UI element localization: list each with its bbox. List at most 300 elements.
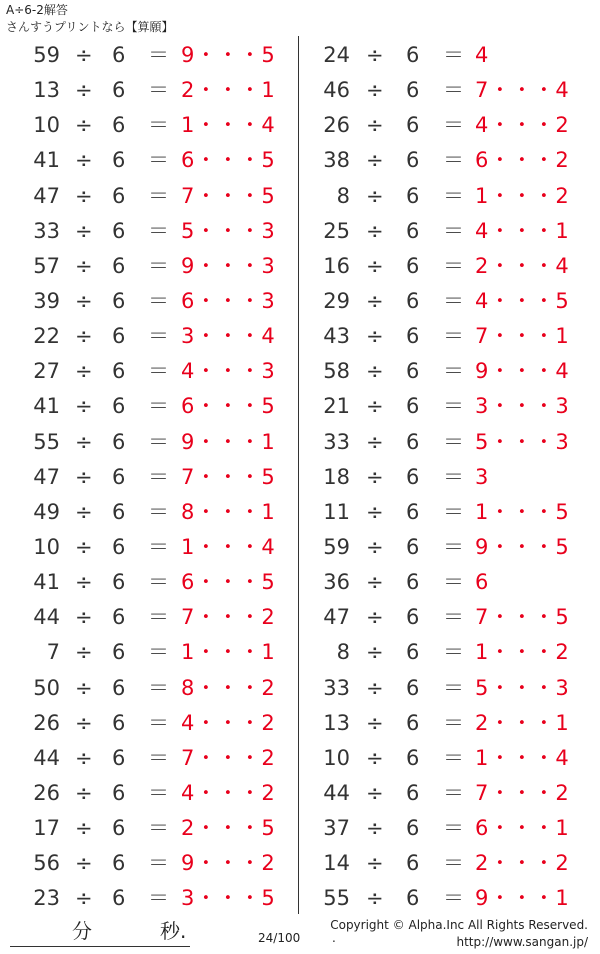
equals-sign: ＝ [148, 745, 169, 770]
problem-row [0, 881, 300, 916]
dividend: 8 [336, 640, 350, 665]
divisor: 6 [406, 43, 420, 67]
dividend: 27 [33, 359, 60, 384]
problem-row [300, 635, 600, 670]
divide-sign: ÷ [366, 851, 384, 876]
answer: 7・・・5 [181, 464, 276, 489]
answer: 9・・・5 [181, 43, 276, 67]
dividend: 16 [323, 253, 350, 278]
equals-sign: ＝ [443, 710, 464, 735]
problem-row [300, 811, 600, 846]
divide-sign: ÷ [366, 499, 384, 524]
equals-sign: ＝ [443, 148, 464, 173]
divide-sign: ÷ [366, 394, 384, 419]
divide-sign: ÷ [366, 886, 384, 911]
divisor: 6 [112, 745, 126, 770]
divide-sign: ÷ [75, 640, 93, 665]
divisor: 6 [112, 675, 126, 700]
divide-sign: ÷ [75, 710, 93, 735]
answer: 5・・・3 [475, 675, 570, 700]
equals-sign: ＝ [148, 253, 169, 278]
problem-row [0, 38, 300, 73]
dividend: 10 [33, 113, 60, 138]
answer: 2・・・1 [475, 710, 570, 735]
dividend: 13 [323, 710, 350, 735]
divisor: 6 [406, 253, 420, 278]
dividend: 29 [323, 288, 350, 313]
divide-sign: ÷ [75, 745, 93, 770]
divisor: 6 [406, 570, 420, 595]
answer: 9・・・4 [475, 359, 570, 384]
equals-sign: ＝ [443, 288, 464, 313]
divide-sign: ÷ [75, 324, 93, 349]
divide-sign: ÷ [366, 359, 384, 384]
answer: 4・・・1 [475, 218, 570, 243]
equals-sign: ＝ [443, 359, 464, 384]
divide-sign: ÷ [75, 43, 93, 67]
divide-sign: ÷ [75, 359, 93, 384]
equals-sign: ＝ [148, 816, 169, 841]
divisor: 6 [406, 816, 420, 841]
problem-row [0, 354, 300, 389]
equals-sign: ＝ [148, 324, 169, 349]
equals-sign: ＝ [148, 886, 169, 911]
dividend: 41 [33, 148, 60, 173]
divide-sign: ÷ [75, 851, 93, 876]
divide-sign: ÷ [75, 288, 93, 313]
worksheet-header [6, 2, 174, 36]
divisor: 6 [406, 429, 420, 454]
divide-sign: ÷ [366, 183, 384, 208]
divide-sign: ÷ [366, 464, 384, 489]
equals-sign: ＝ [148, 359, 169, 384]
problem-row [300, 179, 600, 214]
dividend: 44 [33, 745, 60, 770]
divisor: 6 [406, 288, 420, 313]
divisor: 6 [112, 288, 126, 313]
dividend: 23 [33, 886, 60, 911]
equals-sign: ＝ [443, 886, 464, 911]
dividend: 24 [323, 43, 350, 67]
divide-sign: ÷ [366, 218, 384, 243]
dividend: 7 [46, 640, 60, 665]
answer: 1・・・4 [475, 745, 570, 770]
problem-row [0, 811, 300, 846]
equals-sign: ＝ [148, 605, 169, 630]
divide-sign: ÷ [366, 288, 384, 313]
equals-sign: ＝ [148, 570, 169, 595]
problem-row [0, 389, 300, 424]
equals-sign: ＝ [443, 253, 464, 278]
answer: 2・・・1 [181, 78, 276, 103]
divisor: 6 [112, 359, 126, 384]
equals-sign: ＝ [443, 113, 464, 138]
equals-sign: ＝ [443, 534, 464, 559]
equals-sign: ＝ [443, 605, 464, 630]
equals-sign: ＝ [148, 394, 169, 419]
dividend: 38 [323, 148, 350, 173]
divide-sign: ÷ [75, 183, 93, 208]
divide-sign: ÷ [366, 429, 384, 454]
dividend: 39 [33, 288, 60, 313]
problem-row [300, 354, 600, 389]
answer: 6・・・2 [475, 148, 570, 173]
divisor: 6 [112, 710, 126, 735]
problem-row [300, 108, 600, 143]
problem-row [0, 776, 300, 811]
answer: 3 [475, 464, 490, 489]
divide-sign: ÷ [75, 570, 93, 595]
equals-sign: ＝ [443, 675, 464, 700]
dividend: 26 [33, 710, 60, 735]
divisor: 6 [112, 429, 126, 454]
divisor: 6 [406, 605, 420, 630]
problem-row [0, 600, 300, 635]
divisor: 6 [406, 394, 420, 419]
problem-row [300, 565, 600, 600]
dividend: 17 [33, 816, 60, 841]
divide-sign: ÷ [366, 570, 384, 595]
equals-sign: ＝ [443, 816, 464, 841]
divisor: 6 [406, 183, 420, 208]
divide-sign: ÷ [366, 113, 384, 138]
answer: 4 [475, 43, 490, 67]
answer: 4・・・2 [181, 710, 276, 735]
divide-sign: ÷ [366, 148, 384, 173]
problem-row [300, 38, 600, 73]
dividend: 49 [33, 499, 60, 524]
problem-row [0, 495, 300, 530]
site-url: http://www.sangan.jp/ [456, 935, 588, 949]
dividend: 47 [33, 464, 60, 489]
problem-row [300, 881, 600, 916]
problem-row [300, 284, 600, 319]
answer: 2・・・2 [475, 851, 570, 876]
problem-row [300, 741, 600, 776]
answer: 6・・・5 [181, 570, 276, 595]
page-number: 24/100 [258, 931, 301, 945]
divide-sign: ÷ [366, 780, 384, 805]
divide-sign: ÷ [75, 78, 93, 103]
problem-row [0, 319, 300, 354]
answer: 9・・・5 [475, 534, 570, 559]
answer: 2・・・5 [181, 816, 276, 841]
equals-sign: ＝ [148, 429, 169, 454]
divisor: 6 [112, 253, 126, 278]
divide-sign: ÷ [75, 113, 93, 138]
answer: 1・・・4 [181, 534, 276, 559]
divide-sign: ÷ [75, 780, 93, 805]
divide-sign: ÷ [366, 253, 384, 278]
equals-sign: ＝ [443, 429, 464, 454]
dividend: 44 [323, 780, 350, 805]
answer: 6・・・3 [181, 288, 276, 313]
equals-sign: ＝ [443, 745, 464, 770]
divisor: 6 [112, 148, 126, 173]
equals-sign: ＝ [443, 851, 464, 876]
equals-sign: ＝ [148, 675, 169, 700]
problem-row [300, 846, 600, 881]
answer: 6・・・5 [181, 394, 276, 419]
dividend: 41 [33, 394, 60, 419]
problem-row [300, 706, 600, 741]
problem-row [0, 741, 300, 776]
divisor: 6 [406, 499, 420, 524]
divide-sign: ÷ [75, 499, 93, 524]
dividend: 21 [323, 394, 350, 419]
problem-row [300, 495, 600, 530]
problem-row [0, 671, 300, 706]
dividend: 11 [323, 499, 350, 524]
divide-sign: ÷ [366, 640, 384, 665]
problem-row [300, 460, 600, 495]
divide-sign: ÷ [366, 816, 384, 841]
answer: 6 [475, 570, 490, 595]
divisor: 6 [112, 534, 126, 559]
problem-row [0, 565, 300, 600]
divisor: 6 [406, 780, 420, 805]
divisor: 6 [112, 816, 126, 841]
left-problem-column [0, 38, 300, 917]
answer: 9・・・1 [181, 429, 276, 454]
equals-sign: ＝ [443, 183, 464, 208]
dividend: 55 [33, 429, 60, 454]
dividend: 25 [323, 218, 350, 243]
worksheet-subtitle: さんすうプリントなら【算願】 [6, 20, 174, 34]
divisor: 6 [112, 640, 126, 665]
dividend: 50 [33, 675, 60, 700]
problem-row [300, 249, 600, 284]
problem-row [300, 319, 600, 354]
dividend: 37 [323, 816, 350, 841]
divide-sign: ÷ [75, 675, 93, 700]
problem-row [0, 846, 300, 881]
dividend: 56 [33, 851, 60, 876]
problem-row [0, 143, 300, 178]
divide-sign: ÷ [75, 394, 93, 419]
divisor: 6 [406, 534, 420, 559]
problem-row [0, 460, 300, 495]
dividend: 43 [323, 324, 350, 349]
answer: 1・・・2 [475, 640, 570, 665]
divisor: 6 [112, 464, 126, 489]
divisor: 6 [406, 675, 420, 700]
dividend: 10 [33, 534, 60, 559]
divisor: 6 [112, 113, 126, 138]
divide-sign: ÷ [75, 148, 93, 173]
divisor: 6 [112, 43, 126, 67]
divide-sign: ÷ [366, 675, 384, 700]
dividend: 22 [33, 324, 60, 349]
column-divider [298, 36, 299, 914]
divisor: 6 [406, 113, 420, 138]
dividend: 41 [33, 570, 60, 595]
dividend: 44 [33, 605, 60, 630]
problem-row [300, 214, 600, 249]
divide-sign: ÷ [75, 218, 93, 243]
divisor: 6 [406, 851, 420, 876]
problem-row [0, 73, 300, 108]
dividend: 58 [323, 359, 350, 384]
divisor: 6 [406, 218, 420, 243]
problem-row [0, 530, 300, 565]
answer: 9・・・1 [475, 886, 570, 911]
answer: 6・・・1 [475, 816, 570, 841]
divide-sign: ÷ [75, 253, 93, 278]
equals-sign: ＝ [443, 570, 464, 595]
equals-sign: ＝ [148, 710, 169, 735]
equals-sign: ＝ [443, 499, 464, 524]
equals-sign: ＝ [148, 640, 169, 665]
equals-sign: ＝ [148, 218, 169, 243]
divisor: 6 [112, 499, 126, 524]
answer: 9・・・2 [181, 851, 276, 876]
footer-dot: . [332, 931, 336, 945]
dividend: 46 [323, 78, 350, 103]
answer: 5・・・3 [181, 218, 276, 243]
dividend: 33 [323, 429, 350, 454]
dividend: 10 [323, 745, 350, 770]
dividend: 13 [33, 78, 60, 103]
time-record-field [10, 916, 190, 947]
divisor: 6 [406, 710, 420, 735]
problem-row [0, 179, 300, 214]
problem-row [300, 600, 600, 635]
answer: 7・・・2 [181, 605, 276, 630]
equals-sign: ＝ [443, 640, 464, 665]
divisor: 6 [406, 464, 420, 489]
problem-row [0, 108, 300, 143]
right-problem-column [300, 38, 600, 917]
answer: 7・・・4 [475, 78, 570, 103]
equals-sign: ＝ [443, 218, 464, 243]
equals-sign: ＝ [148, 780, 169, 805]
divide-sign: ÷ [75, 464, 93, 489]
problem-row [300, 671, 600, 706]
dividend: 26 [33, 780, 60, 805]
answer: 7・・・1 [475, 324, 570, 349]
problem-row [0, 635, 300, 670]
divisor: 6 [112, 218, 126, 243]
answer: 3・・・3 [475, 394, 570, 419]
answer: 3・・・4 [181, 324, 276, 349]
equals-sign: ＝ [148, 78, 169, 103]
equals-sign: ＝ [443, 78, 464, 103]
dividend: 47 [323, 605, 350, 630]
divide-sign: ÷ [366, 745, 384, 770]
answer: 7・・・2 [475, 780, 570, 805]
problem-row [300, 73, 600, 108]
divide-sign: ÷ [75, 429, 93, 454]
equals-sign: ＝ [148, 148, 169, 173]
equals-sign: ＝ [148, 43, 169, 67]
divisor: 6 [406, 640, 420, 665]
problem-row [300, 776, 600, 811]
copyright-text: Copyright © Alpha.Inc All Rights Reserved. [330, 918, 588, 932]
equals-sign: ＝ [443, 324, 464, 349]
copyright-block [330, 917, 588, 951]
dividend: 55 [323, 886, 350, 911]
answer: 2・・・4 [475, 253, 570, 278]
divisor: 6 [406, 745, 420, 770]
problem-row [0, 706, 300, 741]
divide-sign: ÷ [366, 78, 384, 103]
equals-sign: ＝ [148, 183, 169, 208]
divisor: 6 [406, 148, 420, 173]
problem-row [0, 249, 300, 284]
dividend: 36 [323, 570, 350, 595]
dividend: 26 [323, 113, 350, 138]
equals-sign: ＝ [443, 780, 464, 805]
answer: 8・・・1 [181, 499, 276, 524]
problem-row [300, 143, 600, 178]
divisor: 6 [112, 78, 126, 103]
answer: 1・・・5 [475, 499, 570, 524]
answer: 7・・・2 [181, 745, 276, 770]
divide-sign: ÷ [366, 43, 384, 67]
divide-sign: ÷ [366, 324, 384, 349]
divisor: 6 [406, 78, 420, 103]
divisor: 6 [112, 851, 126, 876]
answer: 6・・・5 [181, 148, 276, 173]
answer: 4・・・2 [475, 113, 570, 138]
equals-sign: ＝ [443, 464, 464, 489]
answer: 3・・・5 [181, 886, 276, 911]
answer: 8・・・2 [181, 675, 276, 700]
problem-row [0, 284, 300, 319]
equals-sign: ＝ [148, 499, 169, 524]
dividend: 33 [323, 675, 350, 700]
divisor: 6 [406, 359, 420, 384]
divisor: 6 [406, 324, 420, 349]
dividend: 57 [33, 253, 60, 278]
answer: 5・・・3 [475, 429, 570, 454]
seconds-label: 秒. [160, 919, 187, 943]
answer: 4・・・5 [475, 288, 570, 313]
divide-sign: ÷ [75, 816, 93, 841]
answer: 1・・・1 [181, 640, 276, 665]
answer: 4・・・2 [181, 780, 276, 805]
problem-row [300, 425, 600, 460]
divide-sign: ÷ [75, 605, 93, 630]
divisor: 6 [112, 394, 126, 419]
divide-sign: ÷ [366, 534, 384, 559]
divide-sign: ÷ [366, 710, 384, 735]
problem-row [0, 425, 300, 460]
problem-row [0, 214, 300, 249]
answer: 1・・・4 [181, 113, 276, 138]
divisor: 6 [112, 324, 126, 349]
dividend: 14 [323, 851, 350, 876]
divisor: 6 [112, 570, 126, 595]
answer: 1・・・2 [475, 183, 570, 208]
dividend: 59 [323, 534, 350, 559]
equals-sign: ＝ [148, 288, 169, 313]
divisor: 6 [406, 886, 420, 911]
divisor: 6 [112, 780, 126, 805]
dividend: 18 [323, 464, 350, 489]
minutes-label: 分 [72, 919, 92, 943]
answer: 7・・・5 [475, 605, 570, 630]
answer: 7・・・5 [181, 183, 276, 208]
divide-sign: ÷ [366, 605, 384, 630]
equals-sign: ＝ [443, 394, 464, 419]
divisor: 6 [112, 605, 126, 630]
equals-sign: ＝ [148, 113, 169, 138]
problem-row [300, 389, 600, 424]
answer: 4・・・3 [181, 359, 276, 384]
equals-sign: ＝ [148, 534, 169, 559]
